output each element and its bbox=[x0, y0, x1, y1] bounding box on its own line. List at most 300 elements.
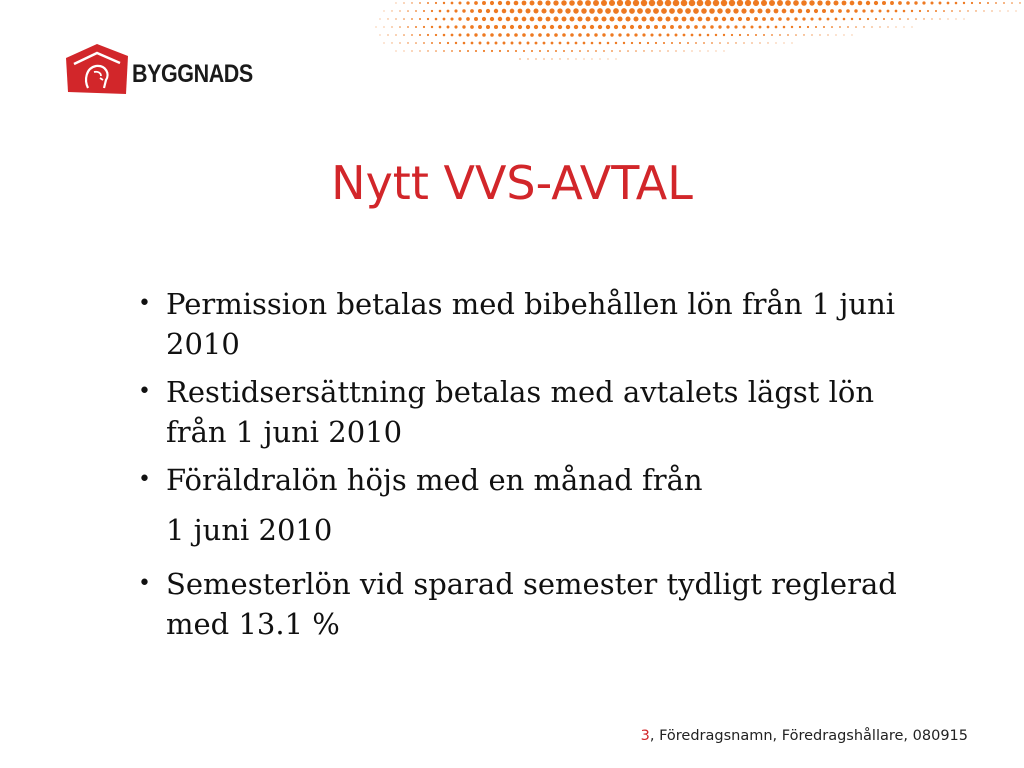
decorative-dot bbox=[618, 33, 621, 36]
decorative-dot bbox=[494, 9, 498, 13]
decorative-dot bbox=[682, 17, 687, 22]
decorative-dot bbox=[523, 50, 525, 52]
decorative-dot bbox=[807, 26, 809, 28]
decorative-dot bbox=[643, 50, 644, 51]
decorative-dot bbox=[486, 9, 490, 13]
decorative-dot bbox=[403, 50, 404, 51]
decorative-dot bbox=[641, 16, 646, 21]
decorative-dot bbox=[391, 42, 392, 43]
decorative-dot bbox=[593, 16, 598, 21]
decorative-dot bbox=[705, 0, 712, 6]
bullet-marker: • bbox=[138, 467, 151, 492]
decorative-dot bbox=[691, 34, 694, 37]
decorative-dot bbox=[419, 18, 421, 20]
decorative-dot bbox=[699, 34, 702, 37]
decorative-dot bbox=[851, 18, 853, 20]
decorative-dot bbox=[639, 42, 641, 44]
decorative-dot bbox=[675, 34, 678, 37]
decorative-dot bbox=[843, 34, 844, 35]
decorative-dot bbox=[759, 42, 760, 43]
decorative-dot bbox=[895, 26, 896, 27]
decorative-dot bbox=[625, 16, 630, 21]
decorative-dot bbox=[862, 9, 865, 12]
decorative-dot bbox=[541, 8, 546, 13]
decorative-dot bbox=[669, 8, 675, 14]
decorative-dot bbox=[794, 17, 797, 20]
decorative-dot bbox=[451, 50, 453, 52]
decorative-dot bbox=[562, 33, 566, 37]
decorative-dot bbox=[834, 1, 839, 6]
decorative-dot bbox=[482, 1, 486, 5]
decorative-dot bbox=[670, 25, 674, 29]
decorative-dot bbox=[585, 16, 590, 21]
decorative-dot bbox=[730, 17, 734, 21]
decorative-dot bbox=[795, 34, 797, 36]
decorative-dot bbox=[553, 0, 558, 5]
decorative-dot bbox=[694, 25, 698, 29]
decorative-dot bbox=[939, 18, 940, 19]
decorative-dot bbox=[709, 8, 715, 14]
decorative-dot bbox=[530, 33, 534, 37]
decorative-dot bbox=[1016, 11, 1017, 12]
decorative-dot bbox=[775, 42, 776, 43]
decorative-dot bbox=[859, 18, 861, 20]
decorative-dot bbox=[690, 17, 695, 22]
decorative-dot bbox=[701, 8, 707, 14]
decorative-dot bbox=[777, 0, 783, 6]
decorative-dot bbox=[647, 42, 649, 44]
decorative-dot bbox=[419, 34, 421, 36]
decorative-dot bbox=[815, 26, 817, 28]
decorative-dot bbox=[874, 1, 878, 5]
decorative-dot bbox=[677, 8, 683, 14]
decorative-dot bbox=[827, 34, 828, 35]
decorative-dot bbox=[831, 26, 833, 28]
decorative-dot bbox=[627, 50, 629, 52]
bullet-item bbox=[132, 564, 912, 644]
decorative-dot bbox=[987, 2, 989, 4]
decorative-dot bbox=[623, 42, 625, 44]
decorative-dot bbox=[947, 2, 950, 5]
decorative-dot bbox=[589, 8, 595, 14]
decorative-dot bbox=[791, 26, 793, 28]
decorative-dot bbox=[582, 25, 586, 29]
decorative-dot bbox=[793, 0, 799, 6]
decorative-dot bbox=[606, 25, 610, 29]
decorative-dot bbox=[403, 2, 404, 3]
decorative-dot bbox=[879, 26, 880, 27]
decorative-dot bbox=[657, 0, 663, 6]
decorative-dot bbox=[867, 18, 869, 20]
decorative-dot bbox=[610, 33, 613, 36]
decorative-dot bbox=[439, 26, 442, 29]
decorative-dot bbox=[741, 8, 746, 13]
decorative-dot bbox=[502, 25, 506, 29]
decorative-dot bbox=[547, 50, 549, 52]
decorative-dot bbox=[810, 17, 813, 20]
decorative-dot bbox=[384, 11, 385, 12]
decorative-dot bbox=[411, 2, 412, 3]
decorative-dot bbox=[454, 9, 457, 12]
decorative-dot bbox=[609, 16, 614, 21]
decorative-dot bbox=[683, 50, 684, 51]
decorative-dot bbox=[565, 8, 570, 13]
decorative-dot bbox=[649, 0, 655, 6]
decorative-dot bbox=[462, 25, 465, 28]
decorative-dot bbox=[835, 34, 836, 35]
decorative-dot bbox=[451, 34, 454, 37]
decorative-dot bbox=[567, 42, 570, 45]
slide-title: Nytt VVS-AVTAL bbox=[331, 156, 693, 210]
decorative-dot bbox=[467, 50, 469, 52]
decorative-dot bbox=[399, 26, 401, 28]
decorative-dot bbox=[995, 2, 997, 4]
decorative-dot bbox=[583, 58, 584, 59]
decorative-dot bbox=[502, 9, 507, 14]
decorative-dot bbox=[459, 34, 462, 37]
bullet-text: Restidsersättning betalas med avtalets lägst lön från 1 juni 2010 bbox=[166, 375, 875, 449]
decorative-dot bbox=[522, 17, 527, 22]
decorative-dot bbox=[754, 17, 758, 21]
decorative-dot bbox=[384, 43, 385, 44]
decorative-dot bbox=[814, 9, 818, 13]
decorative-dot bbox=[716, 51, 717, 52]
decorative-dot bbox=[951, 10, 953, 12]
decorative-dot bbox=[971, 2, 973, 4]
decorative-dot bbox=[723, 34, 725, 36]
decorative-dot bbox=[827, 18, 830, 21]
decorative-dot bbox=[435, 2, 437, 4]
decorative-dot bbox=[598, 25, 602, 29]
decorative-dot bbox=[443, 34, 446, 37]
decorative-dot bbox=[563, 50, 565, 52]
decorative-dot bbox=[454, 25, 457, 28]
decorative-dot bbox=[753, 0, 759, 6]
decorative-dot bbox=[915, 18, 917, 20]
decorative-dot bbox=[608, 59, 609, 60]
decorative-dot bbox=[495, 42, 498, 45]
decorative-dot bbox=[854, 9, 857, 12]
decorative-dot bbox=[527, 58, 528, 59]
decorative-dot bbox=[431, 26, 433, 28]
decorative-dot bbox=[466, 1, 469, 4]
decorative-dot bbox=[707, 50, 708, 51]
decorative-dot bbox=[695, 42, 697, 44]
decorative-dot bbox=[600, 59, 601, 60]
decorative-dot bbox=[499, 50, 501, 52]
decorative-dot bbox=[399, 10, 400, 11]
bullet-item bbox=[132, 460, 912, 500]
decorative-dot bbox=[403, 34, 405, 36]
decorative-dot bbox=[579, 50, 581, 52]
decorative-dot bbox=[963, 2, 965, 4]
decorative-dot bbox=[538, 33, 542, 37]
decorative-dot bbox=[790, 9, 795, 14]
decorative-dot bbox=[838, 9, 842, 13]
decorative-dot bbox=[646, 25, 650, 29]
decorative-dot bbox=[391, 26, 392, 27]
decorative-dot bbox=[731, 34, 733, 36]
decorative-dot bbox=[603, 50, 605, 52]
decorative-dot bbox=[586, 33, 590, 37]
decorative-dot bbox=[577, 0, 583, 6]
decorative-dot bbox=[431, 10, 433, 12]
decorative-dot bbox=[514, 17, 519, 22]
decorative-dot bbox=[673, 0, 680, 6]
decorative-dot bbox=[658, 33, 661, 36]
decorative-dot bbox=[625, 0, 631, 6]
decorative-dot bbox=[607, 42, 610, 45]
decorative-dot bbox=[387, 34, 388, 35]
decorative-dot bbox=[602, 33, 605, 36]
decorative-dot bbox=[738, 17, 742, 21]
decorative-dot bbox=[679, 42, 681, 44]
decorative-dot bbox=[506, 33, 510, 37]
decorative-dot bbox=[906, 1, 910, 5]
decorative-dot bbox=[823, 26, 825, 28]
decorative-dot bbox=[478, 9, 482, 13]
footer-text: , Föredragsnamn, Föredragshållare, 080915 bbox=[649, 728, 968, 744]
decorative-dot bbox=[554, 33, 558, 37]
decorative-dot bbox=[551, 42, 554, 45]
decorative-dot bbox=[554, 17, 559, 22]
decorative-dot bbox=[609, 0, 615, 6]
decorative-dot bbox=[423, 10, 425, 12]
decorative-dot bbox=[763, 34, 765, 36]
decorative-dot bbox=[761, 0, 767, 6]
decorative-dot bbox=[787, 34, 789, 36]
decorative-dot bbox=[399, 42, 400, 43]
bullet-text: Föräldralön höjs med en månad från bbox=[166, 463, 703, 497]
decorative-dot bbox=[587, 50, 589, 52]
decorative-dot bbox=[751, 42, 752, 43]
decorative-dot bbox=[819, 34, 820, 35]
decorative-dot bbox=[650, 33, 653, 36]
decorative-dot bbox=[435, 34, 437, 36]
decorative-dot bbox=[459, 50, 461, 52]
decorative-dot bbox=[575, 58, 576, 59]
decorative-dot bbox=[766, 9, 771, 14]
decorative-dot bbox=[923, 18, 924, 19]
decorative-dot bbox=[895, 10, 898, 13]
decorative-dot bbox=[734, 25, 737, 28]
decorative-dot bbox=[522, 33, 526, 37]
decorative-dot bbox=[543, 58, 544, 59]
decorative-dot bbox=[494, 25, 498, 29]
decorative-dot bbox=[637, 8, 643, 14]
decorative-dot bbox=[654, 25, 658, 29]
decorative-dot bbox=[559, 42, 562, 45]
decorative-dot bbox=[798, 9, 802, 13]
decorative-dot bbox=[755, 34, 757, 36]
decorative-dot bbox=[890, 1, 894, 5]
bullet-marker: • bbox=[138, 291, 151, 316]
decorative-dot bbox=[930, 1, 933, 4]
decorative-dot bbox=[714, 17, 718, 21]
decorative-dot bbox=[578, 33, 582, 37]
decorative-dot bbox=[767, 42, 768, 43]
logo-text: BYGGNADS bbox=[132, 60, 253, 88]
decorative-dot bbox=[387, 18, 388, 19]
decorative-dot bbox=[522, 1, 527, 6]
decorative-dot bbox=[514, 1, 519, 6]
decorative-dot bbox=[975, 10, 976, 11]
decorative-dot bbox=[490, 1, 494, 5]
decorative-dot bbox=[842, 1, 847, 6]
decorative-dot bbox=[511, 42, 514, 45]
decorative-dot bbox=[783, 26, 786, 29]
decorative-dot bbox=[621, 8, 627, 14]
decorative-dot bbox=[427, 18, 429, 20]
decorative-dot bbox=[1011, 2, 1013, 4]
decorative-dot bbox=[802, 17, 805, 20]
decorative-dot bbox=[718, 25, 721, 28]
decorative-dot bbox=[667, 34, 670, 37]
decorative-dot bbox=[891, 18, 893, 20]
decorative-dot bbox=[782, 9, 787, 14]
decorative-dot bbox=[443, 50, 445, 52]
bullet-marker: • bbox=[138, 571, 151, 596]
decorative-dot bbox=[474, 33, 477, 36]
decorative-dot bbox=[470, 25, 474, 29]
decorative-dot bbox=[626, 33, 629, 36]
decorative-dot bbox=[379, 34, 380, 35]
decorative-dot bbox=[411, 34, 413, 36]
decorative-dot bbox=[395, 18, 396, 19]
decorative-dot bbox=[601, 0, 607, 6]
decorative-dot bbox=[819, 18, 822, 21]
decorative-dot bbox=[887, 26, 888, 27]
decorative-dot bbox=[535, 42, 538, 45]
decorative-dot bbox=[519, 42, 522, 45]
decorative-dot bbox=[615, 42, 617, 44]
decorative-dot bbox=[702, 25, 706, 29]
decorative-dot bbox=[693, 8, 699, 14]
decorative-dot bbox=[719, 42, 721, 44]
decorative-dot bbox=[645, 8, 651, 14]
decorative-dot bbox=[605, 8, 611, 14]
decorative-dot bbox=[447, 42, 449, 44]
decorative-dot bbox=[435, 50, 437, 52]
decorative-dot bbox=[617, 16, 622, 21]
decorative-dot bbox=[566, 25, 570, 29]
decorative-dot bbox=[571, 50, 573, 52]
decorative-dot bbox=[947, 18, 948, 19]
decorative-dot bbox=[871, 26, 872, 27]
decorative-dot bbox=[907, 18, 909, 20]
decorative-dot bbox=[462, 9, 465, 12]
decorative-dot bbox=[747, 34, 749, 36]
decorative-dot bbox=[574, 25, 578, 29]
bullet-marker: • bbox=[138, 379, 151, 404]
decorative-dot bbox=[519, 58, 520, 59]
decorative-dot bbox=[870, 9, 873, 12]
decorative-dot bbox=[514, 33, 518, 37]
decorative-dot bbox=[474, 17, 478, 21]
decorative-dot bbox=[674, 17, 679, 22]
decorative-dot bbox=[581, 8, 587, 14]
decorative-dot bbox=[530, 17, 535, 22]
decorative-dot bbox=[575, 42, 578, 45]
decorative-dot bbox=[785, 0, 791, 6]
decorative-dot bbox=[733, 8, 738, 13]
decorative-dot bbox=[407, 26, 409, 28]
decorative-dot bbox=[427, 2, 429, 4]
decorative-dot bbox=[591, 42, 594, 45]
decorative-dot bbox=[898, 1, 902, 5]
decorative-dot bbox=[383, 26, 384, 27]
decorative-dot bbox=[597, 8, 603, 14]
decorative-dot bbox=[922, 1, 925, 4]
decorative-dot bbox=[727, 42, 729, 44]
decorative-dot bbox=[762, 17, 766, 21]
bullet-item bbox=[132, 284, 912, 364]
decorative-dot bbox=[601, 16, 606, 21]
decorative-dot bbox=[735, 42, 736, 43]
decorative-dot bbox=[899, 18, 901, 20]
decorative-dot bbox=[663, 42, 665, 44]
decorative-dot bbox=[439, 10, 442, 13]
decorative-dot bbox=[943, 10, 945, 12]
decorative-dot bbox=[697, 0, 704, 6]
decorative-dot bbox=[631, 42, 633, 44]
decorative-dot bbox=[545, 0, 550, 5]
decorative-dot bbox=[774, 9, 779, 14]
decorative-dot bbox=[698, 17, 703, 22]
decorative-dot bbox=[561, 0, 566, 5]
decorative-dot bbox=[770, 17, 774, 21]
decorative-dot bbox=[411, 50, 412, 51]
decorative-dot bbox=[617, 0, 623, 6]
decorative-dot bbox=[415, 26, 417, 28]
decorative-dot bbox=[486, 25, 490, 29]
decorative-dot bbox=[510, 9, 515, 14]
decorative-dot bbox=[666, 17, 671, 22]
decorative-dot bbox=[839, 26, 841, 28]
decorative-dot bbox=[583, 42, 586, 45]
decorative-dot bbox=[633, 0, 639, 6]
decorative-dot bbox=[914, 1, 917, 4]
decorative-dot bbox=[490, 33, 494, 37]
decorative-dot bbox=[726, 25, 729, 28]
decorative-dot bbox=[653, 8, 659, 14]
decorative-dot bbox=[458, 17, 461, 20]
decorative-dot bbox=[549, 8, 554, 13]
decorative-dot bbox=[518, 9, 523, 14]
decorative-dot bbox=[883, 18, 885, 20]
decorative-dot bbox=[498, 1, 502, 5]
decorative-dot bbox=[415, 10, 417, 12]
decorative-dot bbox=[534, 25, 538, 29]
decorative-dot bbox=[746, 17, 750, 21]
decorative-dot bbox=[683, 34, 686, 37]
decorative-dot bbox=[591, 58, 592, 59]
decorative-dot bbox=[611, 50, 613, 52]
decorative-dot bbox=[534, 9, 539, 14]
decorative-dot bbox=[539, 50, 541, 52]
decorative-dot bbox=[616, 59, 617, 60]
decorative-dot bbox=[955, 2, 958, 5]
decorative-dot bbox=[955, 18, 956, 19]
decorative-dot bbox=[809, 0, 814, 5]
decorative-dot bbox=[546, 17, 551, 22]
decorative-dot bbox=[681, 0, 688, 6]
decorative-dot bbox=[531, 50, 533, 52]
bullet-text: Semesterlön vid sparad semester tydligt reglerad med 13.1 % bbox=[166, 567, 897, 641]
decorative-dot bbox=[518, 25, 522, 29]
decorative-dot bbox=[927, 10, 929, 12]
decorative-dot bbox=[721, 0, 727, 6]
